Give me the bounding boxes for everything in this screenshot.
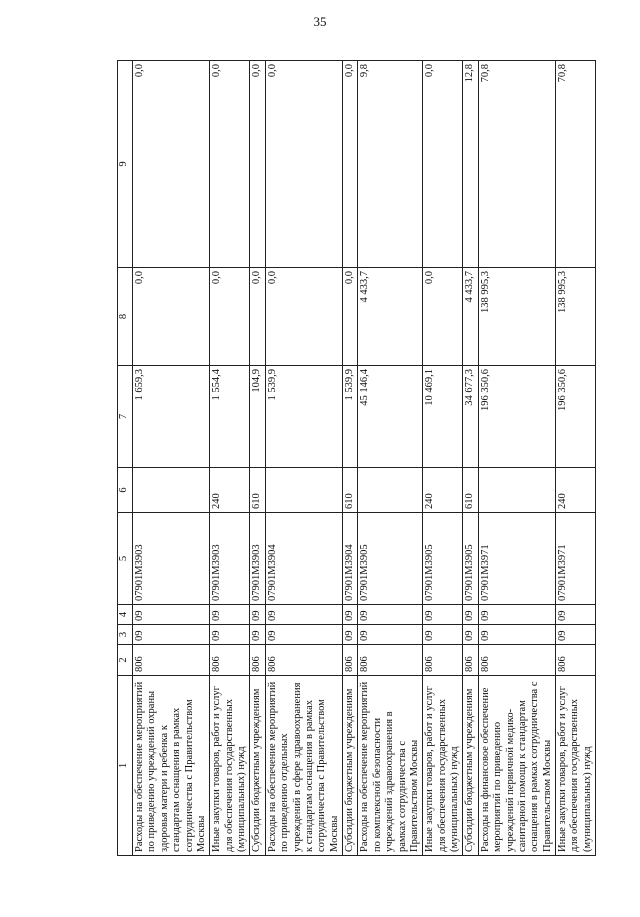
row-expense-type (265, 468, 342, 513)
row-expense-type: 240 (423, 468, 463, 513)
row-section: 09 (358, 625, 423, 645)
row-amount-plan: 1 554,4 (210, 366, 250, 468)
row-subsection: 09 (478, 605, 555, 625)
row-ved-code: 806 (478, 645, 555, 676)
table-row (210, 61, 250, 856)
table-row (250, 61, 265, 856)
row-target-article: 07901М3905 (463, 513, 478, 605)
row-section: 09 (463, 625, 478, 645)
table-row (265, 61, 342, 856)
table-row (343, 61, 358, 856)
header-cell: 7 (118, 366, 133, 468)
row-ved-code: 806 (210, 645, 250, 676)
header-cell: 5 (118, 513, 133, 605)
row-target-article: 07901М3903 (133, 513, 210, 605)
row-expense-type: 610 (343, 468, 358, 513)
row-amount-executed: 0,0 (343, 268, 358, 366)
header-cell: 1 (118, 676, 133, 856)
row-target-article: 07901М3903 (210, 513, 250, 605)
row-section: 09 (423, 625, 463, 645)
row-amount-executed: 138 995,3 (478, 268, 555, 366)
row-amount-executed: 4 433,7 (463, 268, 478, 366)
row-amount-executed: 0,0 (423, 268, 463, 366)
header-cell: 6 (118, 468, 133, 513)
row-expense-type (358, 468, 423, 513)
row-expense-type: 240 (556, 468, 596, 513)
row-description: Расходы на обеспечение мероприятий по приведению учреждений охраны здоровья матери и ребенка к стандартам оснащения в рамках сотрудничества с Правительством Москвы (133, 676, 210, 856)
row-description: Субсидии бюджетным учреждениям (343, 676, 358, 856)
row-description: Иные закупки товаров, работ и услуг для обеспечения государственных (муниципальных) нужд (556, 676, 596, 856)
table-row (358, 61, 423, 856)
rotated-table-frame (117, 61, 593, 856)
table-row (463, 61, 478, 856)
row-ved-code: 806 (358, 645, 423, 676)
row-target-article: 07901М3904 (343, 513, 358, 605)
row-amount-plan: 1 539,9 (265, 366, 342, 468)
row-subsection: 09 (423, 605, 463, 625)
row-target-article: 07901М3971 (556, 513, 596, 605)
header-row (118, 61, 133, 856)
row-amount-executed: 0,0 (133, 268, 210, 366)
row-description: Расходы на обеспечение мероприятий по комплексной безопасности учреждений здравоохранения в рамках сотрудничества с Правительством Москвы (358, 676, 423, 856)
row-section: 09 (478, 625, 555, 645)
row-target-article: 07901М3971 (478, 513, 555, 605)
row-section: 09 (265, 625, 342, 645)
row-ved-code: 806 (343, 645, 358, 676)
table-row (423, 61, 463, 856)
row-percent-executed: 0,0 (250, 61, 265, 268)
row-expense-type: 610 (463, 468, 478, 513)
row-expense-type: 240 (210, 468, 250, 513)
header-cell: 8 (118, 268, 133, 366)
row-subsection: 09 (343, 605, 358, 625)
row-section: 09 (210, 625, 250, 645)
row-subsection: 09 (358, 605, 423, 625)
row-percent-executed: 9,8 (358, 61, 423, 268)
row-target-article: 07901М3905 (358, 513, 423, 605)
row-ved-code: 806 (250, 645, 265, 676)
row-ved-code: 806 (423, 645, 463, 676)
row-percent-executed: 12,8 (463, 61, 478, 268)
row-ved-code: 806 (133, 645, 210, 676)
row-section: 09 (556, 625, 596, 645)
row-amount-plan: 196 350,6 (556, 366, 596, 468)
header-cell: 4 (118, 605, 133, 625)
row-amount-executed: 4 433,7 (358, 268, 423, 366)
row-target-article: 07901М3903 (250, 513, 265, 605)
row-amount-plan: 34 677,3 (463, 366, 478, 468)
table-row (478, 61, 555, 856)
row-ved-code: 806 (463, 645, 478, 676)
row-percent-executed: 0,0 (343, 61, 358, 268)
row-amount-executed: 0,0 (265, 268, 342, 366)
row-amount-plan: 196 350,6 (478, 366, 555, 468)
row-amount-executed: 0,0 (210, 268, 250, 366)
row-subsection: 09 (556, 605, 596, 625)
row-percent-executed: 0,0 (133, 61, 210, 268)
row-subsection: 09 (210, 605, 250, 625)
row-description: Расходы на обеспечение мероприятий по приведению отдельных учреждений в сфере здравоохранения к стандартам оснащения в рамках сотрудничества с Правительством Москвы (265, 676, 342, 856)
row-expense-type (133, 468, 210, 513)
table-row (556, 61, 596, 856)
table-row (133, 61, 210, 856)
row-ved-code: 806 (556, 645, 596, 676)
row-amount-executed: 138 995,3 (556, 268, 596, 366)
table-container (117, 61, 593, 856)
row-expense-type (478, 468, 555, 513)
row-subsection: 09 (463, 605, 478, 625)
row-target-article: 07901М3904 (265, 513, 342, 605)
page-number: 35 (313, 14, 327, 29)
row-amount-plan: 104,9 (250, 366, 265, 468)
header-cell: 3 (118, 625, 133, 645)
row-section: 09 (133, 625, 210, 645)
row-amount-plan: 45 146,4 (358, 366, 423, 468)
budget-table (117, 60, 596, 856)
row-description: Иные закупки товаров, работ и услуг для обеспечения государственных (муниципальных) нужд (210, 676, 250, 856)
row-description: Субсидии бюджетным учреждениям (250, 676, 265, 856)
row-subsection: 09 (133, 605, 210, 625)
header-cell: 9 (118, 61, 133, 268)
row-amount-executed: 0,0 (250, 268, 265, 366)
row-percent-executed: 0,0 (265, 61, 342, 268)
row-description: Расходы на финансовое обеспечение мероприятий по приведению учреждений первичной медико-санитарной помощи к стандартам оснащения в рамках сотрудничества с Правительством Москвы (478, 676, 555, 856)
row-amount-plan: 10 469,1 (423, 366, 463, 468)
row-target-article: 07901М3905 (423, 513, 463, 605)
row-subsection: 09 (265, 605, 342, 625)
row-percent-executed: 70,8 (556, 61, 596, 268)
row-percent-executed: 0,0 (210, 61, 250, 268)
row-percent-executed: 70,8 (478, 61, 555, 268)
row-expense-type: 610 (250, 468, 265, 513)
header-cell: 2 (118, 645, 133, 676)
row-ved-code: 806 (265, 645, 342, 676)
row-percent-executed: 0,0 (423, 61, 463, 268)
row-section: 09 (343, 625, 358, 645)
row-subsection: 09 (250, 605, 265, 625)
row-amount-plan: 1 659,3 (133, 366, 210, 468)
row-section: 09 (250, 625, 265, 645)
row-description: Субсидии бюджетным учреждениям (463, 676, 478, 856)
row-description: Иные закупки товаров, работ и услуг для обеспечения государственных (муниципальных) нужд (423, 676, 463, 856)
row-amount-plan: 1 539,9 (343, 366, 358, 468)
